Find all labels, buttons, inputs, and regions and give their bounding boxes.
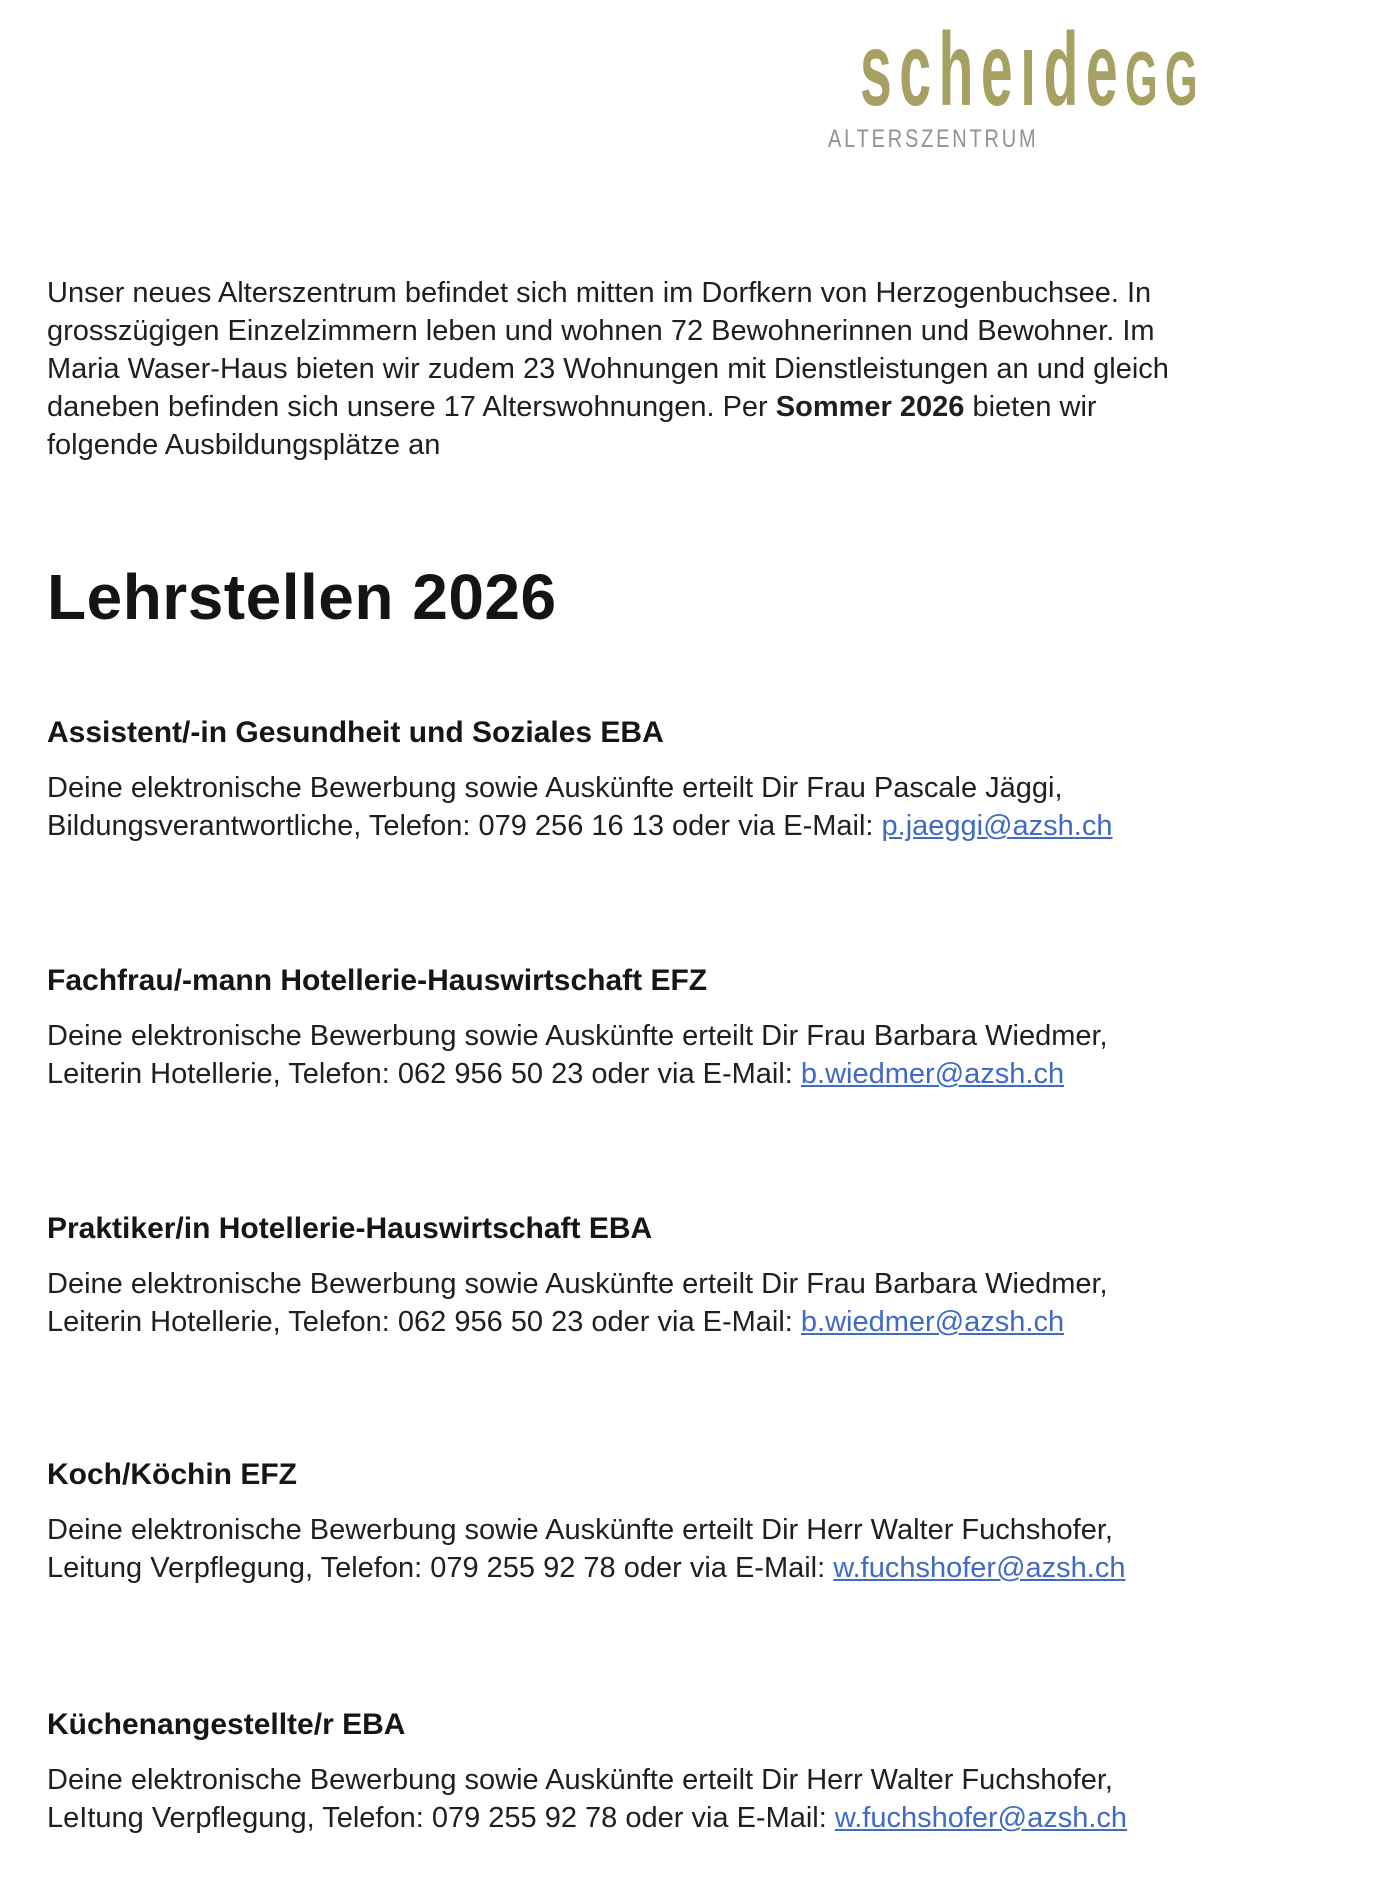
- job-description-line1: Deine elektronische Bewerbung sowie Auskünfte erteilt Dir Herr Walter Fuchshofer,: [47, 1514, 1113, 1546]
- job-description-line2: LeItung Verpflegung, Telefon: 079 255 92 78 oder via E-Mail: w.fuchshofer@azsh.ch: [47, 1802, 1128, 1834]
- job-description-line1: Deine elektronische Bewerbung sowie Auskünfte erteilt Dir Frau Pascale Jäggi,: [47, 772, 1063, 804]
- job-description-line1: Deine elektronische Bewerbung sowie Auskünfte erteilt Dir Frau Barbara Wiedmer,: [47, 1268, 1108, 1300]
- logo-wordmark-caps: GG: [1125, 37, 1205, 122]
- job-title: Assistent/-in Gesundheit und Soziales EBA: [47, 716, 664, 749]
- page-title: Lehrstellen 2026: [47, 561, 557, 633]
- intro-bold-sommer-2026: Sommer 2026: [775, 391, 965, 423]
- email-link[interactable]: w.fuchshofer@azsh.ch: [833, 1552, 1126, 1584]
- job-description-line2: Leitung Verpflegung, Telefon: 079 255 92 78 oder via E-Mail: w.fuchshofer@azsh.ch: [47, 1552, 1126, 1584]
- job-description-line1: Deine elektronische Bewerbung sowie Auskünfte erteilt Dir Frau Barbara Wiedmer,: [47, 1020, 1108, 1052]
- email-link[interactable]: b.wiedmer@azsh.ch: [800, 1306, 1065, 1338]
- job-description-line1: Deine elektronische Bewerbung sowie Auskünfte erteilt Dir Herr Walter Fuchshofer,: [47, 1764, 1113, 1796]
- job-description-line2: Bildungsverantwortliche, Telefon: 079 256 16 13 oder via E-Mail: p.jaeggi@azsh.ch: [47, 810, 1113, 842]
- job-title: Fachfrau/-mann Hotellerie-Hauswirtschaft EFZ: [47, 964, 708, 997]
- job-title: Koch/Köchin EFZ: [47, 1458, 297, 1491]
- scheidegg-logo: [860, 12, 1205, 128]
- job-title: Küchenangestellte/r EBA: [47, 1708, 406, 1741]
- intro-line: folgende Ausbildungsplätze an: [47, 429, 441, 461]
- logo-wordmark-main: scheıde: [860, 12, 1126, 128]
- job-title: Praktiker/in Hotellerie-Hauswirtschaft EBA: [47, 1212, 653, 1245]
- email-link[interactable]: w.fuchshofer@azsh.ch: [834, 1802, 1128, 1834]
- intro-line: Unser neues Alterszentrum befindet sich mitten im Dorfkern von Herzogenbuchsee. In: [47, 277, 1152, 309]
- job-section-assistent-gesundheit-soziales: [47, 715, 1347, 845]
- intro-line: grosszügigen Einzelzimmern leben und wohnen 72 Bewohnerinnen und Bewohner. Im: [47, 315, 1155, 347]
- job-description-line2: Leiterin Hotellerie, Telefon: 062 956 50 23 oder via E-Mail: b.wiedmer@azsh.ch: [47, 1058, 1065, 1090]
- intro-line: Maria Waser-Haus bieten wir zudem 23 Wohnungen mit Dienstleistungen an und gleich: [47, 353, 1169, 385]
- logo-subtitle: ALTERSZENTRUM: [828, 125, 1039, 153]
- job-description-line2: Leiterin Hotellerie, Telefon: 062 956 50 23 oder via E-Mail: b.wiedmer@azsh.ch: [47, 1306, 1065, 1338]
- email-link[interactable]: p.jaeggi@azsh.ch: [881, 810, 1113, 842]
- job-section-kuechenangestellte: [47, 1707, 1347, 1837]
- job-section-fachfrau-hotellerie: [47, 963, 1347, 1093]
- email-link[interactable]: b.wiedmer@azsh.ch: [800, 1058, 1065, 1090]
- job-section-praktiker-hotellerie: [47, 1211, 1347, 1341]
- intro-paragraph: [47, 274, 1347, 464]
- job-section-koch: [47, 1457, 1347, 1587]
- intro-line: daneben befinden sich unsere 17 Alterswohnungen. Per Sommer 2026 bieten wir: [47, 391, 1097, 423]
